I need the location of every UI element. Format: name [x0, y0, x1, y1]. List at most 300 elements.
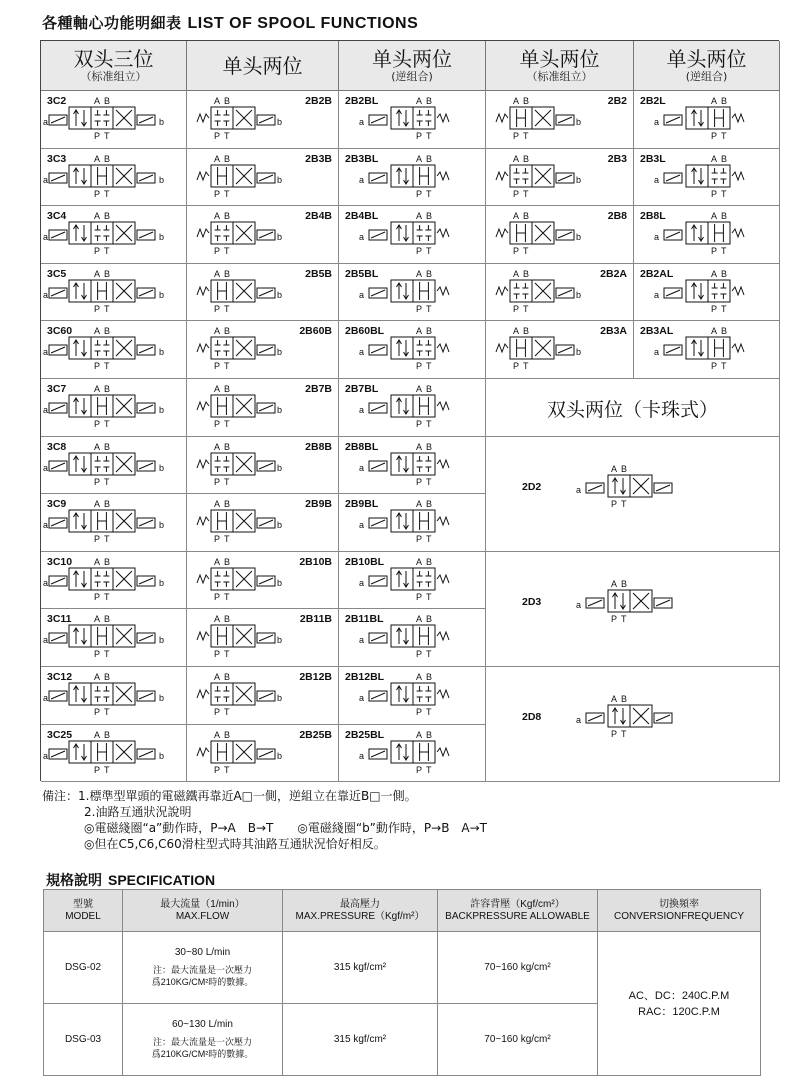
svg-text:b: b — [159, 232, 165, 243]
spool-code: 3C5 — [47, 267, 67, 280]
svg-text:T: T — [426, 476, 432, 487]
svg-text:T: T — [721, 303, 727, 314]
valve-symbol — [544, 693, 800, 806]
spool-code: 2B12BL — [345, 671, 385, 683]
flow-cell: 30~80 L/min 注：最大流量是一次壓力 爲210KG/CM²時的數據。 — [123, 932, 283, 1004]
spool-code: 3C12 — [47, 671, 73, 683]
svg-text:A: A — [416, 441, 423, 452]
svg-text:P: P — [214, 131, 221, 141]
spool-code: 2B25BL — [345, 728, 385, 741]
valve-symbol — [339, 264, 484, 320]
svg-text:A: A — [214, 556, 221, 567]
valve-symbol — [41, 552, 185, 608]
svg-text:T: T — [104, 476, 110, 487]
column-header: 双头三位 （标准组立） — [41, 41, 187, 91]
svg-text:P: P — [94, 534, 101, 545]
svg-text:P: P — [711, 188, 718, 199]
svg-text:A: A — [214, 441, 221, 452]
svg-text:B: B — [426, 441, 433, 452]
svg-text:a: a — [359, 520, 365, 531]
svg-text:T: T — [224, 361, 230, 372]
svg-text:T: T — [104, 419, 110, 429]
svg-text:P: P — [711, 246, 718, 257]
svg-text:A: A — [416, 384, 423, 394]
svg-text:b: b — [159, 347, 165, 358]
spool-code: 2B10B — [299, 555, 332, 568]
svg-text:B: B — [426, 268, 433, 279]
valve-symbol — [41, 609, 185, 665]
svg-text:a: a — [576, 715, 582, 725]
valve-symbol — [187, 264, 337, 320]
spool-cell — [339, 206, 486, 264]
column-header: 单头两位 (逆组合) — [339, 41, 486, 91]
valve-symbol — [486, 264, 632, 320]
valve-symbol — [187, 494, 337, 550]
svg-text:T: T — [621, 498, 627, 509]
svg-text:P: P — [214, 591, 221, 602]
svg-text:b: b — [159, 405, 165, 415]
valve-symbol — [634, 91, 778, 147]
svg-text:B: B — [426, 211, 433, 222]
column-header: 单头两位 (逆组合) — [634, 41, 780, 91]
spool-cell — [41, 725, 187, 783]
svg-text:T: T — [426, 419, 432, 429]
valve-symbol — [634, 264, 778, 320]
svg-text:P: P — [416, 591, 423, 602]
detent-cell — [486, 552, 780, 667]
svg-text:T: T — [721, 131, 727, 141]
svg-text:B: B — [426, 384, 433, 394]
svg-text:a: a — [359, 347, 365, 358]
svg-text:T: T — [426, 707, 432, 717]
detent-header — [486, 379, 780, 437]
spool-cell — [187, 437, 339, 495]
valve-symbol — [41, 437, 185, 493]
svg-text:a: a — [43, 577, 49, 588]
svg-text:b: b — [277, 577, 283, 588]
svg-text:P: P — [513, 361, 520, 372]
spool-code: 2B11B — [299, 613, 332, 626]
note-line: 2.油路互通狀況說明 — [84, 805, 192, 819]
valve-symbol — [41, 264, 185, 320]
svg-text:a: a — [654, 347, 660, 358]
svg-text:T: T — [426, 534, 432, 545]
valve-symbol — [339, 206, 484, 262]
spool-code: 2B60B — [299, 325, 332, 338]
svg-text:a: a — [359, 117, 365, 127]
svg-text:T: T — [104, 764, 110, 775]
svg-text:A: A — [94, 499, 101, 510]
spool-cell — [41, 206, 187, 264]
svg-text:B: B — [224, 672, 231, 682]
spool-code: 2B7BL — [345, 383, 379, 395]
spool-cell — [634, 149, 780, 207]
valve-symbol — [187, 667, 337, 723]
svg-text:A: A — [416, 499, 423, 510]
svg-text:P: P — [94, 707, 101, 717]
svg-text:A: A — [94, 211, 101, 222]
spool-cell — [187, 494, 339, 552]
svg-text:B: B — [104, 268, 111, 279]
svg-text:B: B — [426, 556, 433, 567]
spool-cell — [41, 264, 187, 322]
svg-text:B: B — [426, 729, 433, 740]
spool-code: 3C9 — [47, 498, 67, 511]
svg-text:A: A — [513, 211, 520, 222]
svg-text:P: P — [94, 131, 101, 141]
spool-cell — [41, 149, 187, 207]
svg-text:a: a — [576, 599, 582, 610]
svg-text:T: T — [426, 303, 432, 314]
valve-symbol — [339, 379, 484, 435]
svg-text:b: b — [277, 347, 283, 358]
svg-text:b: b — [159, 117, 165, 127]
valve-symbol — [339, 609, 484, 665]
svg-text:B: B — [224, 211, 231, 222]
svg-text:B: B — [721, 153, 728, 164]
svg-text:T: T — [104, 534, 110, 545]
svg-text:B: B — [104, 211, 111, 222]
svg-text:P: P — [416, 188, 423, 199]
valve-symbol — [187, 149, 337, 205]
spool-code: 3C2 — [47, 95, 67, 107]
valve-symbol — [41, 494, 185, 550]
spool-cell — [339, 264, 486, 322]
valve-symbol — [187, 379, 337, 435]
svg-text:A: A — [513, 326, 520, 337]
spool-code: 3C60 — [47, 325, 73, 338]
valve-symbol — [187, 552, 337, 608]
svg-text:A: A — [711, 326, 718, 337]
svg-text:A: A — [513, 153, 520, 164]
flow-cell: 60~130 L/min 注：最大流量是一次壓力 爲210KG/CM²時的數據。 — [123, 1004, 283, 1076]
svg-text:a: a — [43, 174, 49, 185]
svg-text:P: P — [94, 303, 101, 314]
svg-text:a: a — [654, 117, 660, 127]
svg-text:P: P — [513, 131, 520, 141]
svg-text:T: T — [224, 303, 230, 314]
svg-text:B: B — [523, 211, 530, 222]
svg-text:a: a — [43, 117, 49, 127]
valve-symbol — [634, 206, 778, 262]
svg-text:T: T — [104, 188, 110, 199]
svg-text:T: T — [224, 591, 230, 602]
svg-text:a: a — [359, 577, 365, 588]
spec-header: 許容背壓（Kgf/cm²） BACKPRESSURE ALLOWABLE — [438, 890, 598, 932]
svg-text:T: T — [721, 361, 727, 372]
svg-text:A: A — [711, 211, 718, 222]
svg-text:b: b — [277, 462, 283, 473]
svg-text:b: b — [159, 289, 165, 300]
spool-cell — [187, 321, 339, 379]
svg-text:B: B — [104, 441, 111, 452]
svg-text:T: T — [224, 188, 230, 199]
svg-text:A: A — [711, 96, 718, 106]
spool-cell — [486, 321, 634, 379]
svg-text:B: B — [523, 96, 530, 106]
spool-cell — [339, 552, 486, 610]
detent-title: 双头两位（卡珠式） — [546, 399, 718, 421]
svg-text:b: b — [277, 750, 283, 761]
spool-code: 2B3 — [607, 152, 627, 165]
svg-text:A: A — [214, 614, 221, 625]
valve-symbol — [41, 379, 185, 435]
svg-text:A: A — [214, 384, 221, 394]
svg-text:B: B — [104, 326, 111, 337]
svg-text:T: T — [224, 707, 230, 717]
title-en: LIST OF SPOOL FUNCTIONS — [187, 15, 419, 32]
svg-text:P: P — [94, 764, 101, 775]
valve-symbol — [41, 149, 185, 205]
spool-code: 3C4 — [47, 210, 67, 223]
svg-text:A: A — [94, 326, 101, 337]
spool-code: 2B3B — [305, 152, 332, 165]
spool-cell — [187, 667, 339, 725]
svg-text:a: a — [43, 750, 49, 761]
svg-text:T: T — [426, 361, 432, 372]
spool-cell — [339, 149, 486, 207]
svg-text:b: b — [277, 635, 283, 646]
spool-cell — [634, 91, 780, 149]
svg-text:P: P — [94, 649, 101, 660]
svg-text:P: P — [214, 707, 221, 717]
svg-text:B: B — [426, 614, 433, 625]
svg-text:P: P — [214, 649, 221, 660]
svg-text:P: P — [94, 591, 101, 602]
spool-cell — [339, 667, 486, 725]
svg-text:a: a — [359, 635, 365, 646]
svg-text:T: T — [224, 534, 230, 545]
spool-code: 2B5B — [305, 267, 332, 280]
svg-text:P: P — [214, 246, 221, 257]
spool-code: 2B2L — [640, 95, 666, 107]
svg-text:B: B — [621, 463, 628, 474]
svg-text:A: A — [94, 153, 101, 164]
svg-text:b: b — [159, 462, 165, 473]
svg-text:b: b — [159, 635, 165, 646]
column-header: 单头两位 （标准组立） — [486, 41, 634, 91]
svg-text:B: B — [224, 153, 231, 164]
svg-text:A: A — [94, 384, 101, 394]
note-line: 備注：1.標準型單頭的電磁鐵再靠近A□一側，逆組立在靠近B□一側。 — [42, 789, 417, 803]
page-title — [42, 12, 418, 33]
svg-text:T: T — [426, 188, 432, 199]
svg-text:P: P — [94, 188, 101, 199]
svg-text:b: b — [277, 232, 283, 243]
svg-text:b: b — [277, 117, 283, 127]
svg-text:a: a — [654, 289, 660, 300]
spool-cell — [187, 91, 339, 149]
svg-text:A: A — [214, 153, 221, 164]
svg-text:T: T — [104, 131, 110, 141]
svg-text:P: P — [94, 419, 101, 429]
svg-text:T: T — [224, 476, 230, 487]
svg-text:P: P — [214, 534, 221, 545]
valve-symbol — [339, 149, 484, 205]
svg-text:P: P — [416, 534, 423, 545]
svg-text:b: b — [159, 520, 165, 531]
spool-cell — [187, 609, 339, 667]
valve-symbol — [634, 149, 778, 205]
svg-text:B: B — [426, 153, 433, 164]
spec-header: 型號 MODEL — [44, 890, 123, 932]
spool-code: 2B12B — [299, 671, 332, 683]
svg-text:a: a — [359, 750, 365, 761]
svg-text:P: P — [513, 188, 520, 199]
spool-cell — [187, 552, 339, 610]
svg-text:P: P — [416, 707, 423, 717]
spool-cell — [339, 379, 486, 437]
svg-text:T: T — [104, 246, 110, 257]
svg-text:b: b — [159, 693, 165, 703]
backpressure-cell: 70~160 kg/cm² — [438, 932, 598, 1004]
svg-text:A: A — [416, 268, 423, 279]
table-row — [44, 932, 761, 1004]
spool-code: 2B8BL — [345, 440, 379, 453]
svg-text:P: P — [416, 361, 423, 372]
backpressure-cell: 70~160 kg/cm² — [438, 1004, 598, 1076]
valve-symbol — [187, 91, 337, 147]
svg-text:B: B — [426, 96, 433, 106]
svg-text:A: A — [416, 153, 423, 164]
spool-code: 2B9B — [305, 498, 332, 511]
svg-text:A: A — [513, 268, 520, 279]
spec-header-row — [44, 890, 761, 932]
svg-text:b: b — [576, 347, 582, 358]
valve-symbol — [41, 725, 185, 781]
svg-text:a: a — [654, 232, 660, 243]
spool-code: 2B2AL — [640, 267, 674, 280]
svg-text:B: B — [621, 694, 628, 704]
detent-cell — [486, 437, 780, 552]
svg-text:A: A — [416, 211, 423, 222]
valve-symbol — [187, 321, 337, 377]
svg-text:P: P — [214, 419, 221, 429]
svg-text:B: B — [224, 729, 231, 740]
svg-text:T: T — [224, 419, 230, 429]
svg-text:b: b — [576, 289, 582, 300]
svg-text:B: B — [426, 499, 433, 510]
svg-text:T: T — [224, 246, 230, 257]
svg-text:a: a — [43, 347, 49, 358]
spool-code: 2B2BL — [345, 95, 379, 107]
svg-text:T: T — [523, 246, 529, 257]
valve-symbol — [339, 667, 484, 723]
spool-code: 2B2A — [600, 267, 627, 280]
svg-text:b: b — [277, 520, 283, 531]
svg-text:T: T — [523, 131, 529, 141]
spool-code: 2B25B — [299, 728, 332, 741]
svg-text:A: A — [611, 694, 618, 704]
spool-cell — [634, 206, 780, 264]
svg-text:B: B — [224, 556, 231, 567]
spool-code: 2B4B — [305, 210, 332, 223]
spool-code: 2B3AL — [640, 325, 674, 338]
spec-table — [43, 889, 761, 1076]
note-line: ◎電磁綫圈“a”動作時，P→A B→T ◎電磁綫圈“b”動作時，P→B A→T — [84, 821, 488, 835]
spec-header: 最大流量（1/min） MAX.FLOW — [123, 890, 283, 932]
spec-title — [46, 870, 215, 890]
spool-cell — [187, 725, 339, 783]
spool-code: 2B2 — [607, 95, 627, 107]
svg-text:T: T — [224, 649, 230, 660]
spool-cell — [41, 667, 187, 725]
svg-text:T: T — [523, 303, 529, 314]
svg-text:A: A — [214, 729, 221, 740]
svg-text:b: b — [576, 232, 582, 243]
model-cell: DSG-02 — [44, 932, 123, 1004]
title-cn: 各種軸心功能明細表 — [42, 14, 182, 32]
pressure-cell: 315 kgf/cm² — [283, 1004, 438, 1076]
svg-text:P: P — [94, 246, 101, 257]
svg-text:A: A — [711, 268, 718, 279]
spool-cell — [41, 321, 187, 379]
valve-symbol — [486, 149, 632, 205]
svg-text:T: T — [104, 649, 110, 660]
svg-text:P: P — [611, 498, 618, 509]
svg-text:T: T — [523, 361, 529, 372]
valve-symbol — [486, 91, 632, 147]
svg-text:T: T — [621, 729, 627, 739]
spool-cell — [187, 264, 339, 322]
svg-text:a: a — [359, 232, 365, 243]
svg-text:B: B — [721, 268, 728, 279]
svg-text:A: A — [416, 614, 423, 625]
svg-text:B: B — [426, 326, 433, 337]
svg-text:T: T — [426, 591, 432, 602]
svg-text:P: P — [214, 764, 221, 775]
spool-cell — [339, 725, 486, 783]
spec-header: 最高壓力 MAX.PRESSURE（Kgf/m²） — [283, 890, 438, 932]
svg-text:P: P — [611, 613, 618, 624]
valve-symbol — [187, 206, 337, 262]
svg-text:P: P — [94, 361, 101, 372]
svg-text:P: P — [214, 361, 221, 372]
column-header: 单头两位 — [187, 41, 339, 91]
spool-cell — [41, 609, 187, 667]
svg-text:B: B — [523, 326, 530, 337]
valve-symbol — [486, 206, 632, 262]
spec-title-en: SPECIFICATION — [108, 872, 216, 888]
svg-text:T: T — [104, 591, 110, 602]
spool-code: 2B2B — [305, 95, 332, 107]
svg-text:a: a — [43, 232, 49, 243]
svg-text:B: B — [104, 153, 111, 164]
valve-symbol — [41, 206, 185, 262]
spool-cell — [634, 264, 780, 322]
svg-text:A: A — [214, 96, 221, 106]
spool-cell — [187, 149, 339, 207]
valve-symbol — [339, 437, 484, 493]
spool-code: 2B7B — [305, 383, 332, 395]
valve-symbol — [339, 725, 484, 781]
svg-text:B: B — [621, 578, 628, 589]
svg-text:A: A — [611, 578, 618, 589]
svg-text:T: T — [523, 188, 529, 199]
svg-text:T: T — [721, 246, 727, 257]
spool-function-table — [40, 40, 779, 781]
svg-text:A: A — [94, 556, 101, 567]
svg-text:A: A — [416, 96, 423, 106]
valve-symbol — [634, 321, 778, 377]
svg-text:P: P — [513, 303, 520, 314]
svg-text:T: T — [426, 649, 432, 660]
svg-text:A: A — [611, 463, 618, 474]
spool-cell — [41, 494, 187, 552]
svg-text:P: P — [416, 649, 423, 660]
valve-symbol — [486, 321, 632, 377]
spool-code: 2B5BL — [345, 267, 379, 280]
